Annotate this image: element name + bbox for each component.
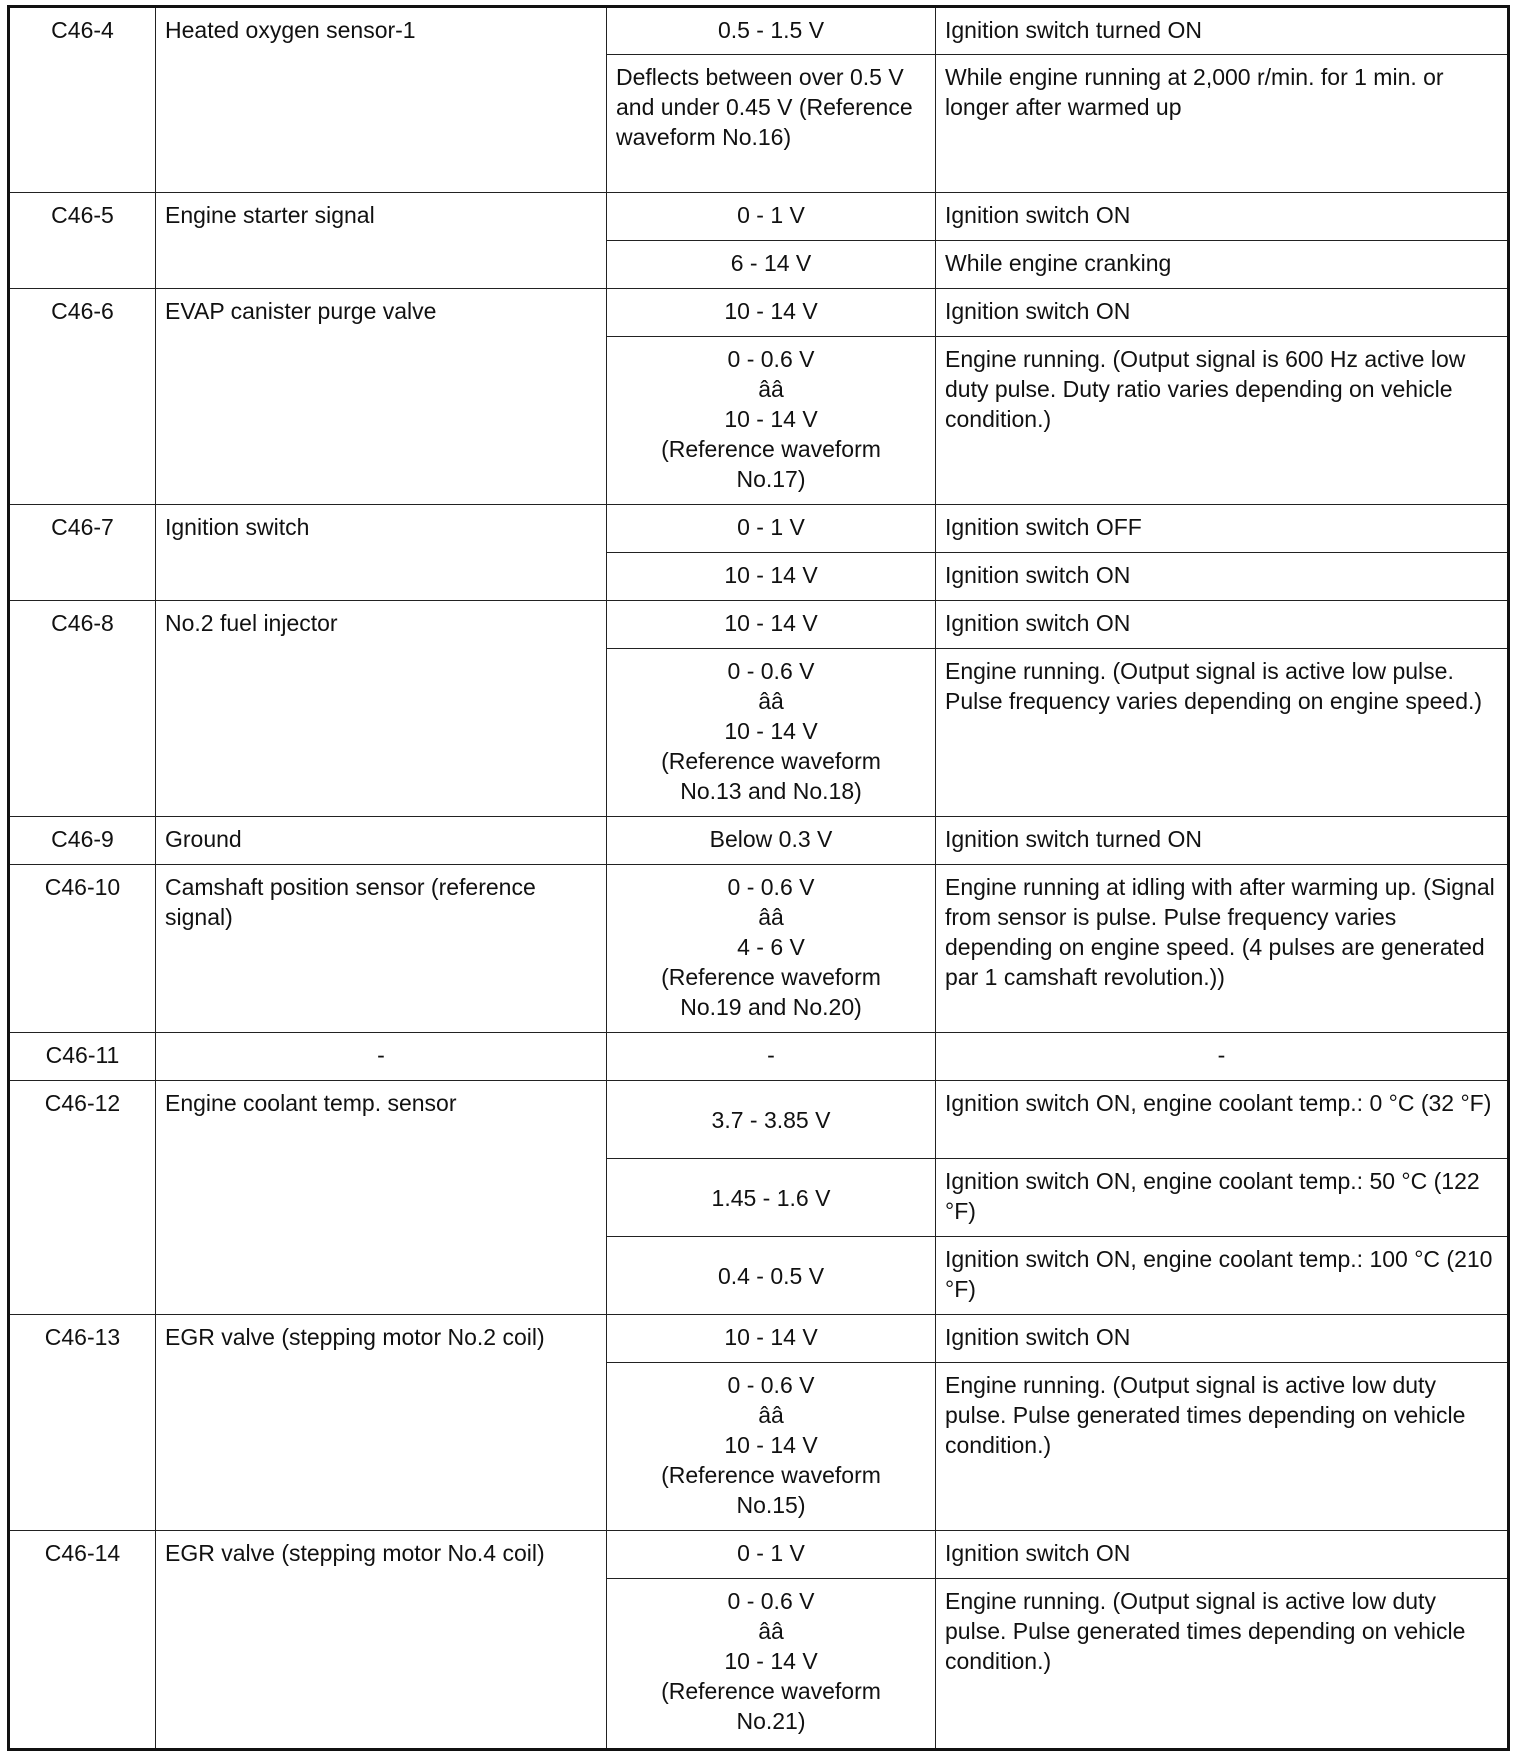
voltage-line: 0 - 0.6 V — [727, 658, 815, 684]
table-row — [9, 1315, 1509, 1363]
voltage-line: (Reference waveform — [661, 1678, 881, 1704]
voltage-line: Below 0.3 V — [709, 826, 833, 852]
condition-cell: Ignition switch ON, engine coolant temp.: 50 °C (122 °F) — [936, 1159, 1509, 1237]
normal-voltage-cell — [607, 1579, 936, 1750]
condition-cell: Ignition switch ON — [936, 1315, 1509, 1363]
voltage-line: 0.4 - 0.5 V — [717, 1263, 825, 1289]
condition-cell: Engine running. (Output signal is active low pulse. Pulse frequency varies depending on engine speed.) — [936, 649, 1509, 817]
table-row — [9, 7, 1509, 55]
normal-voltage-cell — [607, 601, 936, 649]
voltage-line: ââ — [758, 688, 784, 714]
normal-voltage-cell — [607, 241, 936, 289]
voltage-line: 0.5 - 1.5 V — [717, 17, 825, 43]
terminal-cell: C46-9 — [9, 817, 156, 865]
voltage-line: 0 - 0.6 V — [727, 1588, 815, 1614]
table-row — [9, 1033, 1509, 1081]
normal-voltage-cell — [607, 865, 936, 1033]
normal-voltage-cell — [607, 1081, 936, 1159]
voltage-line: (Reference waveform — [661, 436, 881, 462]
normal-voltage-cell — [607, 505, 936, 553]
voltage-line: 0 - 0.6 V — [727, 346, 815, 372]
voltage-line: 6 - 14 V — [730, 250, 812, 276]
terminal-cell: C46-6 — [9, 289, 156, 505]
terminal-cell: C46-7 — [9, 505, 156, 601]
wire-color-cell: No.2 fuel injector — [156, 601, 607, 817]
table-row — [9, 1081, 1509, 1159]
condition-cell: Ignition switch ON, engine coolant temp.: 100 °C (210 °F) — [936, 1237, 1509, 1315]
table-row — [9, 193, 1509, 241]
voltage-line: (Reference waveform — [661, 1462, 881, 1488]
voltage-line: ââ — [758, 904, 784, 930]
normal-voltage-cell — [607, 1363, 936, 1531]
condition-cell: Engine running at idling with after warming up. (Signal from sensor is pulse. Pulse frequency varies depending on engine speed. (4 pulses are generated par 1 camshaft revolution.)) — [936, 865, 1509, 1033]
voltage-line: (Reference waveform — [661, 748, 881, 774]
condition-cell: Ignition switch ON — [936, 193, 1509, 241]
wire-color-cell: EGR valve (stepping motor No.2 coil) — [156, 1315, 607, 1531]
table-row — [9, 1531, 1509, 1579]
voltage-line: 10 - 14 V — [724, 1648, 818, 1674]
voltage-line: 10 - 14 V — [724, 718, 818, 744]
voltage-line: 10 - 14 V — [724, 610, 818, 636]
normal-voltage-cell — [607, 193, 936, 241]
normal-voltage-cell — [607, 649, 936, 817]
voltage-line: No.13 and No.18) — [680, 778, 862, 804]
condition-cell: Ignition switch turned ON — [936, 817, 1509, 865]
voltage-line: 0 - 1 V — [737, 514, 805, 540]
voltage-line: (Reference waveform — [661, 964, 881, 990]
table-body — [9, 7, 1509, 1750]
condition-cell: - — [936, 1033, 1509, 1081]
wire-color-cell: Heated oxygen sensor-1 — [156, 7, 607, 193]
voltage-line: 0 - 0.6 V — [727, 874, 815, 900]
voltage-line: 10 - 14 V — [724, 1432, 818, 1458]
voltage-line: 0 - 0.6 V — [727, 1372, 815, 1398]
normal-voltage-cell — [607, 1315, 936, 1363]
table-row — [9, 817, 1509, 865]
voltage-line: 0 - 1 V — [737, 1540, 805, 1566]
terminal-cell: C46-4 — [9, 7, 156, 193]
condition-cell: Ignition switch ON — [936, 1531, 1509, 1579]
condition-cell: While engine running at 2,000 r/min. for 1 min. or longer after warmed up — [936, 55, 1509, 193]
normal-voltage-cell — [607, 337, 936, 505]
normal-voltage-cell — [607, 1531, 936, 1579]
wire-color-cell: Engine starter signal — [156, 193, 607, 289]
voltage-line: 1.45 - 1.6 V — [711, 1185, 831, 1211]
voltage-line: 10 - 14 V — [724, 1324, 818, 1350]
voltage-line: No.19 and No.20) — [680, 994, 862, 1020]
table-row — [9, 289, 1509, 337]
terminal-cell: C46-5 — [9, 193, 156, 289]
condition-cell: Ignition switch ON — [936, 601, 1509, 649]
wire-color-cell: EGR valve (stepping motor No.4 coil) — [156, 1531, 607, 1750]
condition-cell: While engine cranking — [936, 241, 1509, 289]
condition-cell: Engine running. (Output signal is active low duty pulse. Pulse generated times depending on vehicle condition.) — [936, 1363, 1509, 1531]
voltage-line: 10 - 14 V — [724, 298, 818, 324]
terminal-cell: C46-11 — [9, 1033, 156, 1081]
voltage-line: ââ — [758, 1618, 784, 1644]
voltage-line: 10 - 14 V — [724, 562, 818, 588]
normal-voltage-cell — [607, 553, 936, 601]
terminal-cell: C46-12 — [9, 1081, 156, 1315]
condition-cell: Ignition switch ON — [936, 289, 1509, 337]
voltage-line: 4 - 6 V — [737, 934, 805, 960]
table-row — [9, 505, 1509, 553]
condition-cell: Engine running. (Output signal is active low duty pulse. Pulse generated times depending on vehicle condition.) — [936, 1579, 1509, 1750]
terminal-cell: C46-14 — [9, 1531, 156, 1750]
voltage-line: No.21) — [736, 1708, 806, 1734]
normal-voltage-cell — [607, 289, 936, 337]
voltage-line: ââ — [758, 376, 784, 402]
normal-voltage-cell — [607, 1159, 936, 1237]
terminal-voltage-table — [7, 5, 1510, 1751]
normal-voltage-cell — [607, 817, 936, 865]
voltage-line: No.15) — [736, 1492, 806, 1518]
normal-voltage-cell — [607, 7, 936, 55]
wire-color-cell: - — [156, 1033, 607, 1081]
terminal-cell: C46-8 — [9, 601, 156, 817]
terminal-cell: C46-10 — [9, 865, 156, 1033]
normal-voltage-cell: Deflects between over 0.5 V and under 0.45 V (Reference waveform No.16) — [607, 55, 936, 193]
wire-color-cell: Engine coolant temp. sensor — [156, 1081, 607, 1315]
condition-cell: Ignition switch ON — [936, 553, 1509, 601]
voltage-line: 0 - 1 V — [737, 202, 805, 228]
normal-voltage-cell — [607, 1237, 936, 1315]
condition-cell: Ignition switch OFF — [936, 505, 1509, 553]
condition-cell: Ignition switch turned ON — [936, 7, 1509, 55]
table-row — [9, 865, 1509, 1033]
wire-color-cell: EVAP canister purge valve — [156, 289, 607, 505]
terminal-cell: C46-13 — [9, 1315, 156, 1531]
voltage-line: - — [767, 1042, 775, 1068]
voltage-line: ââ — [758, 1402, 784, 1428]
condition-cell: Engine running. (Output signal is 600 Hz active low duty pulse. Duty ratio varies depending on vehicle condition.) — [936, 337, 1509, 505]
normal-voltage-cell — [607, 1033, 936, 1081]
wire-color-cell: Ground — [156, 817, 607, 865]
condition-cell: Ignition switch ON, engine coolant temp.: 0 °C (32 °F) — [936, 1081, 1509, 1159]
voltage-line: No.17) — [736, 466, 806, 492]
voltage-line: 10 - 14 V — [724, 406, 818, 432]
table-row — [9, 601, 1509, 649]
wire-color-cell: Ignition switch — [156, 505, 607, 601]
voltage-line: 3.7 - 3.85 V — [711, 1107, 831, 1133]
wire-color-cell: Camshaft position sensor (reference signal) — [156, 865, 607, 1033]
